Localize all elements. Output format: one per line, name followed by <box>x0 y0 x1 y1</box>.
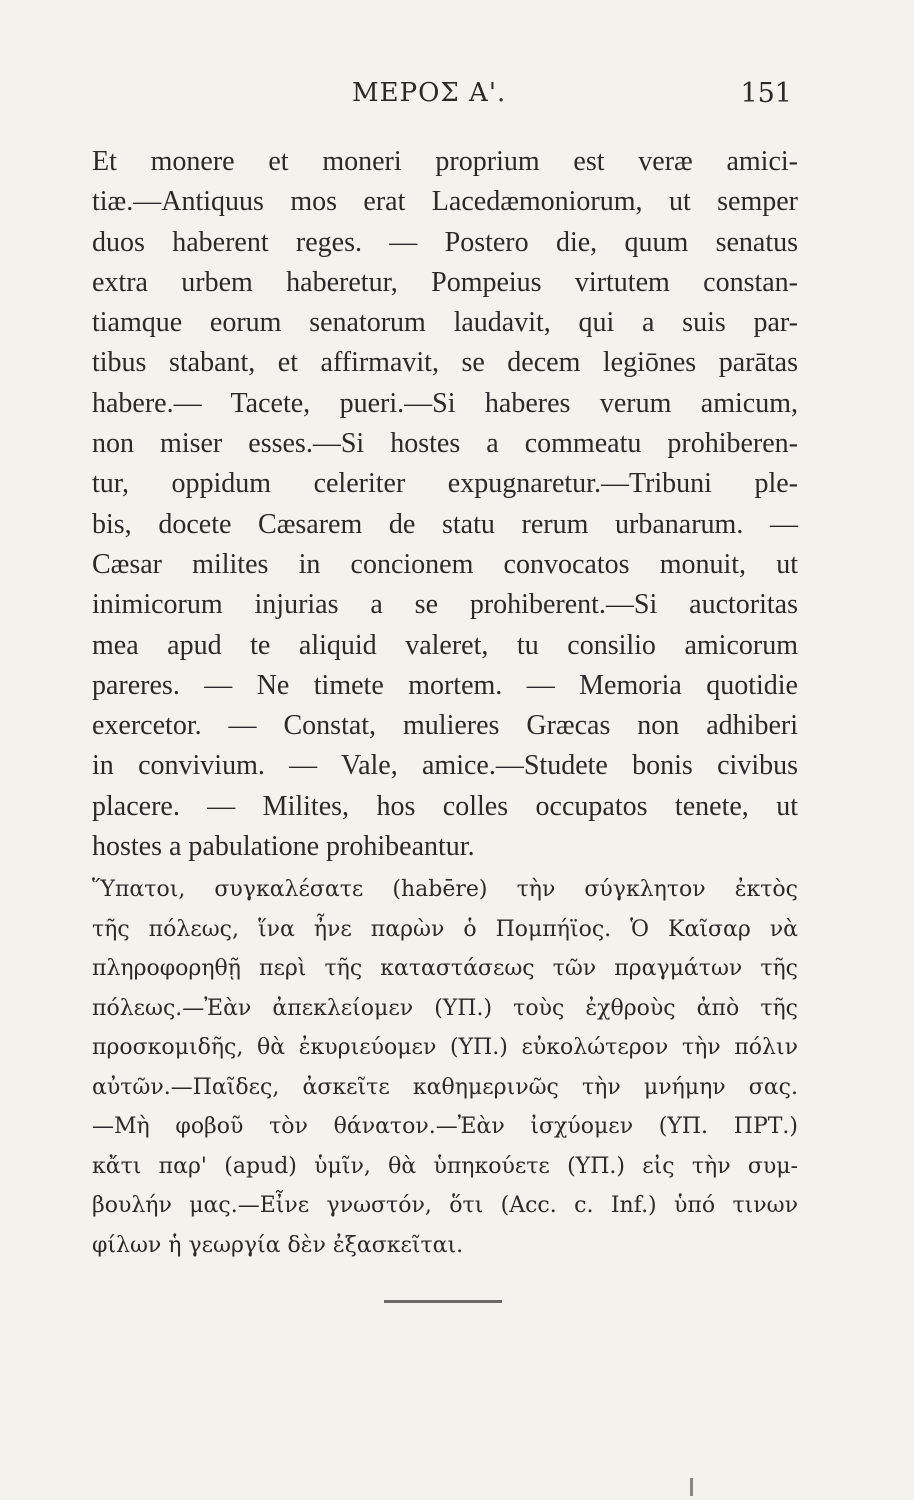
text-line: non miser esses.—Si hostes a commeatu prohiberen- <box>92 428 798 460</box>
latin-exercise-text <box>92 142 798 867</box>
text-line: Et monere et moneri proprium est veræ amici- <box>92 146 798 177</box>
text-line: tur, oppidum celeriter expugnaretur.—Tribuni ple- <box>92 468 798 500</box>
text-line: mea apud te aliquid valeret, tu consilio amicorum <box>92 629 798 661</box>
text-line: βουλήν μας.—Εἶνε γνωστόν, ὅτι (Acc. c. Inf.) ὑπό τινων <box>92 1193 798 1218</box>
text-line: τῆς πόλεως, ἵνα ἦνε παρὼν ὁ Πομπήϊος. Ὁ Καῖσαρ νὰ <box>92 916 798 942</box>
text-line: φίλων ἡ γεωργία δὲν ἐξασκεῖται. <box>92 1232 464 1258</box>
text-line: tiamque eorum senatorum laudavit, qui a suis par- <box>92 307 798 339</box>
text-line: pareres. — Ne timete mortem. — Memoria quotidie <box>92 669 798 701</box>
page-header <box>92 78 792 118</box>
text-line: Ὕπατοι, συγκαλέσατε (habēre) τὴν σύγκλητον ἐκτὸς <box>92 877 798 902</box>
text-line: αὐτῶν.—Παῖδες, ἀσκεῖτε καθημερινῶς τὴν μνήμην σας. <box>92 1074 798 1100</box>
print-speck <box>690 1478 693 1496</box>
text-line: προσκομιδῆς, θὰ ἐκυριεύομεν (ΥΠ.) εὐκολώτερον τὴν πόλιν <box>92 1035 798 1060</box>
text-line: κἄτι παρ' (apud) ὑμῖν, θὰ ὑπηκούετε (ΥΠ.) εἰς τὴν συμ- <box>92 1153 798 1179</box>
text-line: tibus stabant, et affirmavit, se decem legiōnes parātas <box>92 347 798 379</box>
running-head: ΜΕΡΟΣ Α'. <box>352 78 507 108</box>
text-line: πόλεως.—Ἐὰν ἀπεκλείομεν (ΥΠ.) τοὺς ἐχθροὺς ἀπὸ τῆς <box>92 995 798 1021</box>
page-number: 151 <box>740 78 792 109</box>
text-line: exercetor. — Constat, mulieres Græcas non adhiberi <box>92 710 798 742</box>
text-line: in convivium. — Vale, amice.—Studete bonis civibus <box>92 750 798 782</box>
text-line: —Μὴ φοβοῦ τὸν θάνατον.—Ἐὰν ἰσχύομεν (ΥΠ. ΠΡΤ.) <box>92 1114 798 1139</box>
text-line: inimicorum injurias a se prohiberent.—Si auctoritas <box>92 589 798 621</box>
text-line: duos haberent reges. — Postero die, quum senatus <box>92 226 798 258</box>
greek-exercise-text <box>92 870 798 1265</box>
section-divider <box>384 1300 502 1303</box>
text-line: habere.— Tacete, pueri.—Si haberes verum amicum, <box>92 387 798 419</box>
text-line: bis, docete Cæsarem de statu rerum urbanarum. — <box>92 508 798 540</box>
text-line: hostes a pabulatione prohibeantur. <box>92 831 475 863</box>
text-line: πληροφορηθῇ περὶ τῆς καταστάσεως τῶν πραγμάτων τῆς <box>92 956 798 981</box>
text-line: extra urbem haberetur, Pompeius virtutem constan- <box>92 266 798 298</box>
text-line: tiæ.—Antiquus mos erat Lacedæmoniorum, ut semper <box>92 186 798 218</box>
text-line: placere. — Milites, hos colles occupatos tenete, ut <box>92 790 798 822</box>
text-line: Cæsar milites in concionem convocatos monuit, ut <box>92 548 798 580</box>
